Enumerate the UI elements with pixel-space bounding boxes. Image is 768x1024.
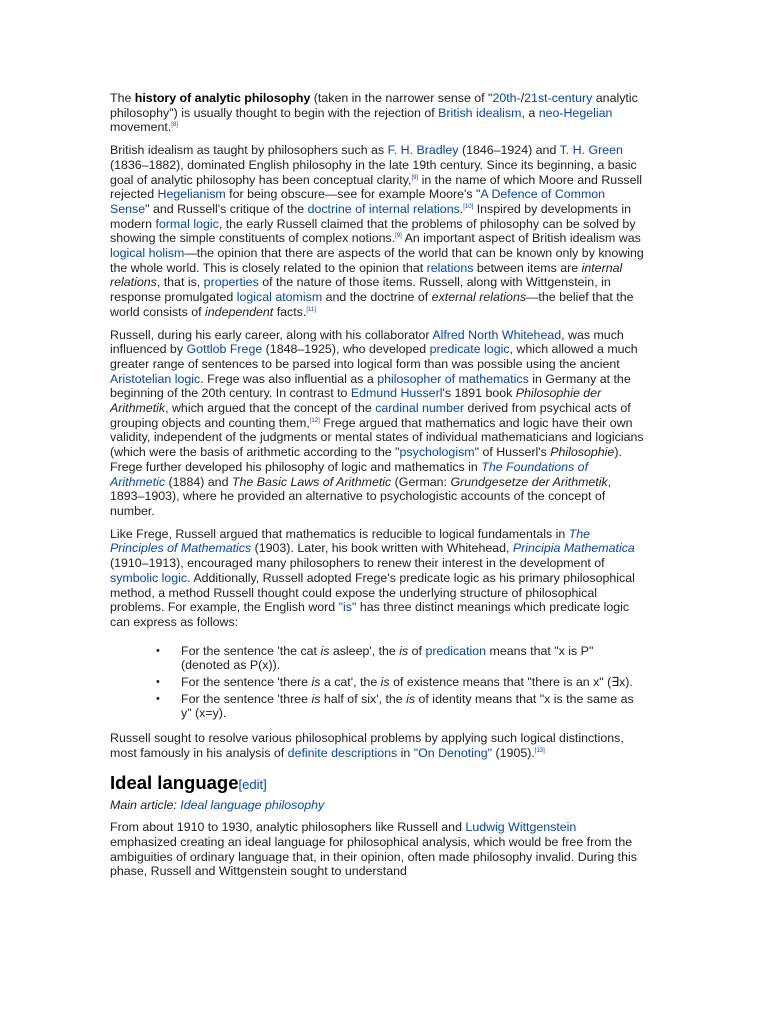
russell-paragraph: Like Frege, Russell argued that mathematics is reducible to logical fundamentals in The Principles of Mathematics (1903). Later, his book written with Whitehead, Principia Mathematica (1910–1913), encouraged many philosophers to renew their interest in the development of symbolic logic. Additionally, Russell adopted Frege's predicate logic as his primary philosophical method, a method Russell thought could expose the underlying structure of philosophical problems. For example, the English word "is" has three distinct meanings which predicate logic can express as follows: <box>110 526 635 629</box>
link-philosopher-of-mathematics[interactable]: philosopher of mathematics <box>377 371 529 386</box>
denoting-paragraph: Russell sought to resolve various philosophical problems by applying such logical distinctions, most famously in his analysis of definite descriptions in "On Denoting" (1905).[13] <box>110 731 624 760</box>
link-internal-relations[interactable]: doctrine of internal relations <box>307 201 460 216</box>
citation[interactable]: [11] <box>306 306 316 313</box>
citation[interactable]: [8] <box>171 122 178 129</box>
link-green[interactable]: T. H. Green <box>559 143 623 158</box>
link-ideal-language-philosophy[interactable]: Ideal language philosophy <box>180 797 325 812</box>
list-item: • For the sentence 'there is a cat', the is of existence means that "there is an x" (∃x). <box>181 675 645 690</box>
link-21st-century[interactable]: 21st-century <box>524 91 593 105</box>
citation[interactable]: [9] <box>395 233 402 240</box>
british-idealism-paragraph: British idealism as taught by philosophers such as F. H. Bradley (1846–1924) and T. H. Green (1836–1882), dominated English philosophy in the late 19th century. Since its beginning, a basic goal of analytic philosophy has been conceptual clarity,[9] in the name of which Moore and Russell rejected Hegelianism for being obscure—see for example Moore's "A Defence of Common Sense" and Russell's critique of the doctrine of internal relations.[10] Inspired by developments in modern formal logic, the early Russell claimed that the problems of philosophy can be solved by showing the simple constituents of complex notions.[9] An important aspect of British idealism was logical holism—the opinion that there are aspects of the world that can be known only by knowing the whole world. This is closely related to the opinion that relations between items are internal relations, that is, properties of the nature of those items. Russell, along with Wittgenstein, in response promulgated logical atomism and the doctrine of external relations—the belief that the world consists of independent facts.[11] <box>110 143 644 319</box>
link-neo-hegelian[interactable]: neo-Hegelian <box>538 105 613 120</box>
link-formal-logic[interactable]: formal logic <box>155 216 219 231</box>
link-foundations-of-arithmetic[interactable]: The Foundations of Arithmetic <box>110 459 589 489</box>
link-logical-holism[interactable]: logical holism <box>110 246 185 261</box>
link-wittgenstein[interactable]: Ludwig Wittgenstein <box>465 820 577 835</box>
frege-paragraph: Russell, during his early career, along with his collaborator Alfred North Whitehead, was much influenced by Gottlob Frege (1848–1925), who developed predicate logic, which allowed a much greater range of sentences to be parsed into logical form than was possible using the ancient Aristotelian logic. Frege was also influential as a philosopher of mathematics in Germany at the beginning of the 20th century. In contrast to Edmund Husserl's 1891 book Philosophie der Arithmetik, which argued that the concept of the cardinal number derived from psychical acts of grouping objects and counting them,[12] Frege argued that mathematics and logic have their own validity, independent of the judgments or mental states of individual mathematicians and logicians (which were the basis of arithmetic according to the "psychologism" of Husserl's Philosophie). Frege further developed his philosophy of logic and mathematics in The Foundations of Arithmetic (1884) and The Basic Laws of Arithmetic (German: Grundgesetze der Arithmetik, 1893–1903), where he provided an alternative to psychologistic accounts of the concept of number. <box>110 327 644 518</box>
link-hegelianism[interactable]: Hegelianism <box>157 187 226 202</box>
link-principia-mathematica[interactable]: Principia Mathematica <box>512 541 635 556</box>
citation[interactable]: [13] <box>534 747 545 754</box>
link-is[interactable]: "is" <box>338 600 357 615</box>
is-meanings-list <box>110 644 645 722</box>
intro-paragraph: The history of analytic philosophy (taken in the narrower sense of "20th-/21st-century analytic philosophy") is usually thought to begin with the rejection of British idealism, a neo-Hegelian movement.[8] <box>110 91 638 135</box>
link-psychologism[interactable]: psychologism <box>399 445 475 460</box>
link-symbolic-logic[interactable]: symbolic logic <box>110 570 188 585</box>
link-aristotelian-logic[interactable]: Aristotelian logic <box>110 371 201 386</box>
section-heading: Ideal language[edit] <box>110 771 267 793</box>
link-british-idealism[interactable]: British idealism <box>438 105 522 120</box>
link-predication[interactable]: predication <box>425 643 487 658</box>
hatnote: Main article: Ideal language philosophy <box>110 797 325 812</box>
link-properties[interactable]: properties <box>203 275 259 290</box>
edit-link[interactable]: [edit] <box>238 776 267 792</box>
link-20th[interactable]: 20th- <box>492 91 521 105</box>
bold-term: history of analytic philosophy <box>134 91 311 105</box>
citation[interactable]: [10] <box>463 203 474 210</box>
link-husserl[interactable]: Edmund Husserl <box>350 386 443 401</box>
link-definite-descriptions[interactable]: definite descriptions <box>287 745 398 760</box>
list-item: • For the sentence 'the cat is asleep', the is of predication means that "x is P" (denoted as P(x)). <box>181 644 645 673</box>
link-relations[interactable]: relations <box>426 260 474 275</box>
list-item: • For the sentence 'three is half of six', the is of identity means that "x is the same as y" (x=y). <box>181 692 645 721</box>
link-principles-of-mathematics[interactable]: The Principles of Mathematics <box>110 526 591 556</box>
link-frege[interactable]: Gottlob Frege <box>186 342 263 357</box>
ideal-language-paragraph: From about 1910 to 1930, analytic philosophers like Russell and Ludwig Wittgenstein emphasized creating an ideal language for philosophical analysis, which would be free from the ambiguities of ordinary language that, in their opinion, often made philosophy invalid. During this phase, Russell and Wittgenstein sought to understand <box>110 820 637 879</box>
link-whitehead[interactable]: Alfred North Whitehead <box>432 327 562 342</box>
citation[interactable]: [12] <box>309 417 320 424</box>
link-bradley[interactable]: F. H. Bradley <box>387 143 459 158</box>
link-predicate-logic[interactable]: predicate logic <box>429 342 510 357</box>
citation[interactable]: [9] <box>411 174 419 181</box>
link-defence-common-sense[interactable]: A Defence of Common Sense <box>110 187 606 216</box>
link-logical-atomism[interactable]: logical atomism <box>236 290 323 305</box>
link-cardinal-number[interactable]: cardinal number <box>375 401 465 416</box>
link-on-denoting[interactable]: "On Denoting" <box>413 745 493 760</box>
article-body <box>110 91 645 887</box>
